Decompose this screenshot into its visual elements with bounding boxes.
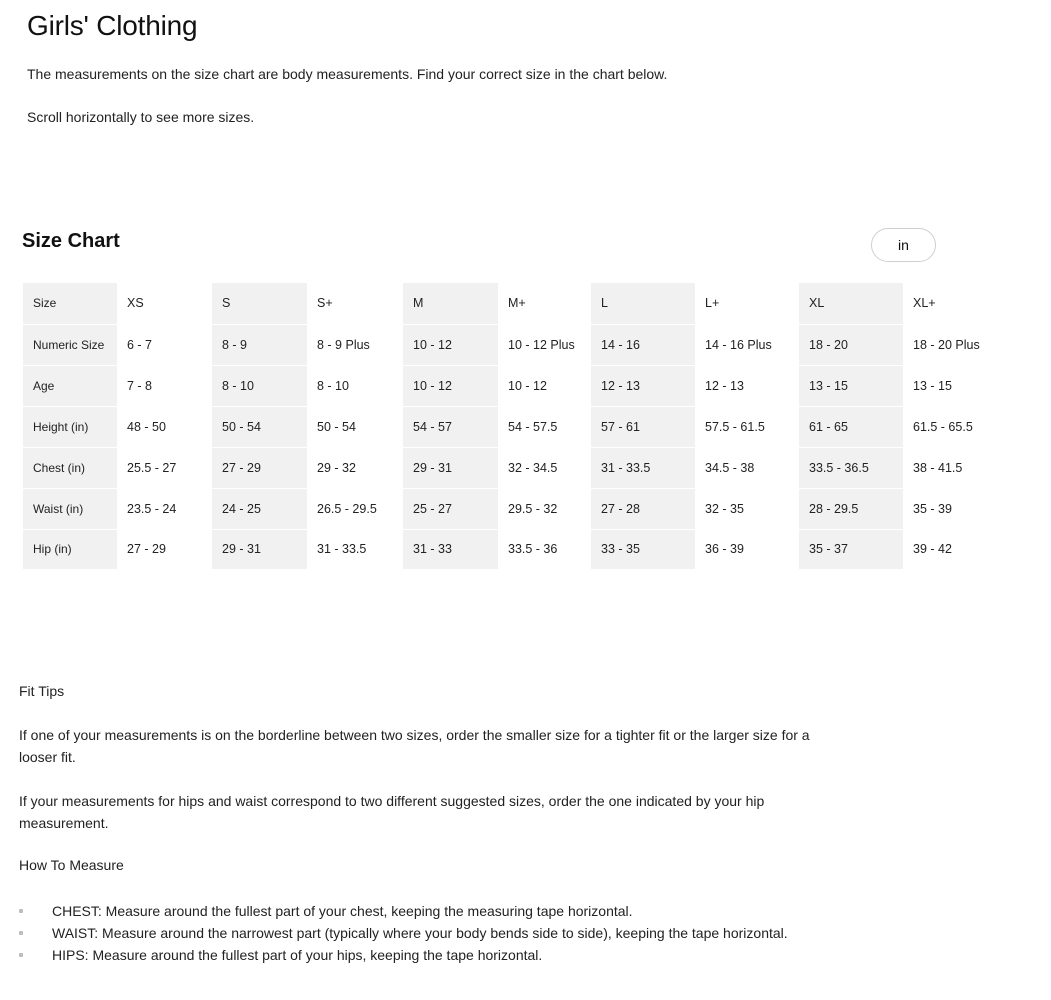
table-row: [23, 406, 1010, 447]
measure-item-hips: [19, 944, 788, 966]
table-cell: 12 - 13: [591, 365, 695, 406]
table-cell: 18 - 20 Plus: [903, 324, 1010, 365]
fit-tip-hips-waist: If your measurements for hips and waist correspond to two different suggested sizes, order the one indicated by your hip measurement.: [19, 793, 765, 831]
fit-tip-borderline: If one of your measurements is on the borderline between two sizes, order the smaller size for a tighter fit or the larger size for a looser fit.: [19, 727, 810, 765]
row-label: Chest (in): [23, 447, 117, 488]
table-cell: 28 - 29.5: [799, 488, 903, 529]
table-cell: XL+: [903, 283, 1010, 324]
table-cell: 50 - 54: [212, 406, 307, 447]
table-cell: 26.5 - 29.5: [307, 488, 403, 529]
table-cell: 36 - 39: [695, 529, 799, 569]
table-cell: 61 - 65: [799, 406, 903, 447]
table-cell: 10 - 12: [403, 324, 498, 365]
table-cell: 61.5 - 65.5: [903, 406, 1010, 447]
table-cell: 25.5 - 27: [117, 447, 212, 488]
table-cell: 10 - 12: [498, 365, 591, 406]
table-row: [23, 283, 1010, 324]
table-cell: 8 - 9: [212, 324, 307, 365]
table-cell: 31 - 33.5: [591, 447, 695, 488]
table-row: [23, 529, 1010, 569]
table-cell: 50 - 54: [307, 406, 403, 447]
table-cell: L+: [695, 283, 799, 324]
table-cell: 35 - 39: [903, 488, 1010, 529]
table-cell: 18 - 20: [799, 324, 903, 365]
how-to-measure-heading: How To Measure: [19, 857, 124, 873]
row-label: Size: [23, 283, 117, 324]
table-cell: 38 - 41.5: [903, 447, 1010, 488]
table-cell: 33 - 35: [591, 529, 695, 569]
table-cell: 8 - 10: [307, 365, 403, 406]
size-chart-title: Size Chart: [22, 230, 120, 252]
intro-text: The measurements on the size chart are body measurements. Find your correct size in the chart below.: [27, 66, 668, 82]
table-cell: 10 - 12: [403, 365, 498, 406]
measure-item-text: HIPS: Measure around the fullest part of your hips, keeping the tape horizontal.: [52, 947, 543, 963]
table-cell: S: [212, 283, 307, 324]
row-label: Height (in): [23, 406, 117, 447]
table-cell: 29 - 32: [307, 447, 403, 488]
table-cell: 31 - 33: [403, 529, 498, 569]
table-cell: 10 - 12 Plus: [498, 324, 591, 365]
table-cell: 48 - 50: [117, 406, 212, 447]
table-cell: 54 - 57: [403, 406, 498, 447]
table-cell: M: [403, 283, 498, 324]
measure-item-chest: [19, 900, 788, 922]
table-cell: 29 - 31: [403, 447, 498, 488]
table-cell: S+: [307, 283, 403, 324]
table-cell: 14 - 16: [591, 324, 695, 365]
measure-item-text: WAIST: Measure around the narrowest part (typically where your body bends side to side), keeping the tape horizontal.: [52, 925, 788, 941]
table-cell: 33.5 - 36: [498, 529, 591, 569]
table-cell: 27 - 29: [212, 447, 307, 488]
table-cell: 32 - 35: [695, 488, 799, 529]
table-cell: 24 - 25: [212, 488, 307, 529]
table-cell: 32 - 34.5: [498, 447, 591, 488]
table-cell: M+: [498, 283, 591, 324]
table-cell: 39 - 42: [903, 529, 1010, 569]
table-cell: 13 - 15: [903, 365, 1010, 406]
scroll-note: Scroll horizontally to see more sizes.: [27, 109, 255, 125]
table-cell: 34.5 - 38: [695, 447, 799, 488]
table-cell: 23.5 - 24: [117, 488, 212, 529]
how-to-measure-list: [19, 900, 788, 966]
table-cell: L: [591, 283, 695, 324]
measure-item-text: CHEST: Measure around the fullest part of your chest, keeping the measuring tape horizontal.: [52, 903, 633, 919]
bullet-icon: [19, 909, 23, 913]
table-row: [23, 324, 1010, 365]
row-label: Hip (in): [23, 529, 117, 569]
table-cell: 27 - 29: [117, 529, 212, 569]
row-label: Numeric Size: [23, 324, 117, 365]
table-cell: 8 - 9 Plus: [307, 324, 403, 365]
table-cell: 35 - 37: [799, 529, 903, 569]
table-cell: 6 - 7: [117, 324, 212, 365]
table-row: [23, 488, 1010, 529]
measure-item-waist: [19, 922, 788, 944]
table-cell: 31 - 33.5: [307, 529, 403, 569]
table-cell: 33.5 - 36.5: [799, 447, 903, 488]
page-title: Girls' Clothing: [27, 10, 198, 41]
table-cell: 12 - 13: [695, 365, 799, 406]
table-cell: XL: [799, 283, 903, 324]
table-row: [23, 365, 1010, 406]
table-cell: 54 - 57.5: [498, 406, 591, 447]
table-cell: 25 - 27: [403, 488, 498, 529]
table-cell: 7 - 8: [117, 365, 212, 406]
row-label: Age: [23, 365, 117, 406]
row-label: Waist (in): [23, 488, 117, 529]
table-cell: 27 - 28: [591, 488, 695, 529]
fit-tips-heading: Fit Tips: [19, 683, 65, 699]
table-cell: 13 - 15: [799, 365, 903, 406]
bullet-icon: [19, 953, 23, 957]
table-row: [23, 447, 1010, 488]
table-cell: 29.5 - 32: [498, 488, 591, 529]
bullet-icon: [19, 931, 23, 935]
table-cell: XS: [117, 283, 212, 324]
table-cell: 29 - 31: [212, 529, 307, 569]
table-cell: 57 - 61: [591, 406, 695, 447]
table-cell: 8 - 10: [212, 365, 307, 406]
table-cell: 57.5 - 61.5: [695, 406, 799, 447]
table-cell: 14 - 16 Plus: [695, 324, 799, 365]
unit-toggle-button[interactable]: in: [871, 228, 936, 262]
size-chart-table: [23, 283, 1010, 570]
